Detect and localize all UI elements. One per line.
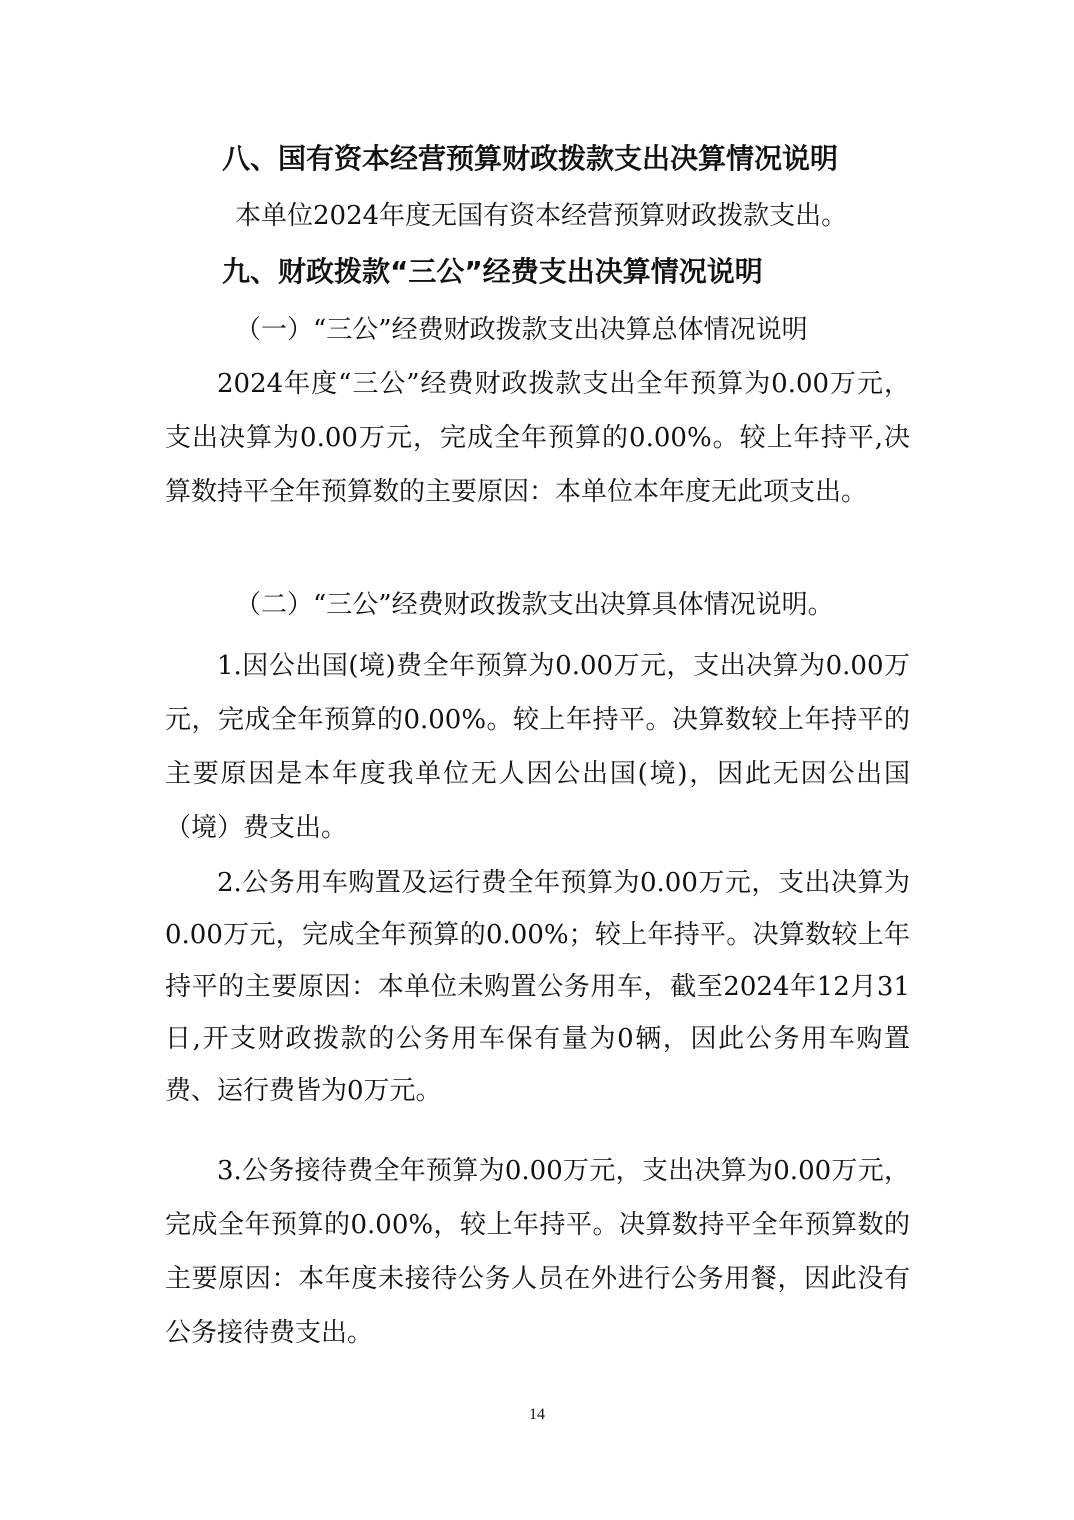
item-2-official-vehicles: 2.公务用车购置及运行费全年预算为0.00万元，支出决算为0.00万元，完成全年预算的0.00%；较上年持平。决算数较上年持平的主要原因：本单位未购置公务用车，截至2024年12月31日,开支财政拨款的公务用车保有量为0辆，因此公务用车购置费、运行费皆为0万元。 bbox=[165, 868, 910, 1106]
section-9-heading: 九、财政拨款“三公”经费支出决算情况说明 bbox=[222, 255, 763, 288]
section-8-body: 本单位2024年度无国有资本经营预算财政拨款支出。 bbox=[235, 201, 848, 231]
section-9-sub1-body: 2024年度“三公”经费财政拨款支出全年预算为0.00万元，支出决算为0.00万元，完成全年预算的0.00%。较上年持平,决算数持平全年预算数的主要原因：本单位本年度无此项支出。 bbox=[165, 369, 910, 507]
section-9-sub1-title: （一）“三公”经费财政拨款支出决算总体情况说明 bbox=[235, 315, 808, 345]
section-8-heading: 八、国有资本经营预算财政拨款支出决算情况说明 bbox=[222, 142, 839, 175]
item-1-overseas-travel: 1.因公出国(境)费全年预算为0.00万元，支出决算为0.00万元，完成全年预算的0.00%。较上年持平。决算数较上年持平的主要原因是本年度我单位无人因公出国(境)，因此无因公出国（境）费支出。 bbox=[165, 651, 910, 843]
page-number: 14 bbox=[529, 1406, 545, 1423]
item-3-official-reception: 3.公务接待费全年预算为0.00万元，支出决算为0.00万元，完成全年预算的0.00%，较上年持平。决算数持平全年预算数的主要原因：本年度未接待公务人员在外进行公务用餐，因此没有公务接待费支出。 bbox=[165, 1156, 910, 1348]
section-9-sub2-title: （二）“三公”经费财政拨款支出决算具体情况说明。 bbox=[235, 590, 834, 620]
